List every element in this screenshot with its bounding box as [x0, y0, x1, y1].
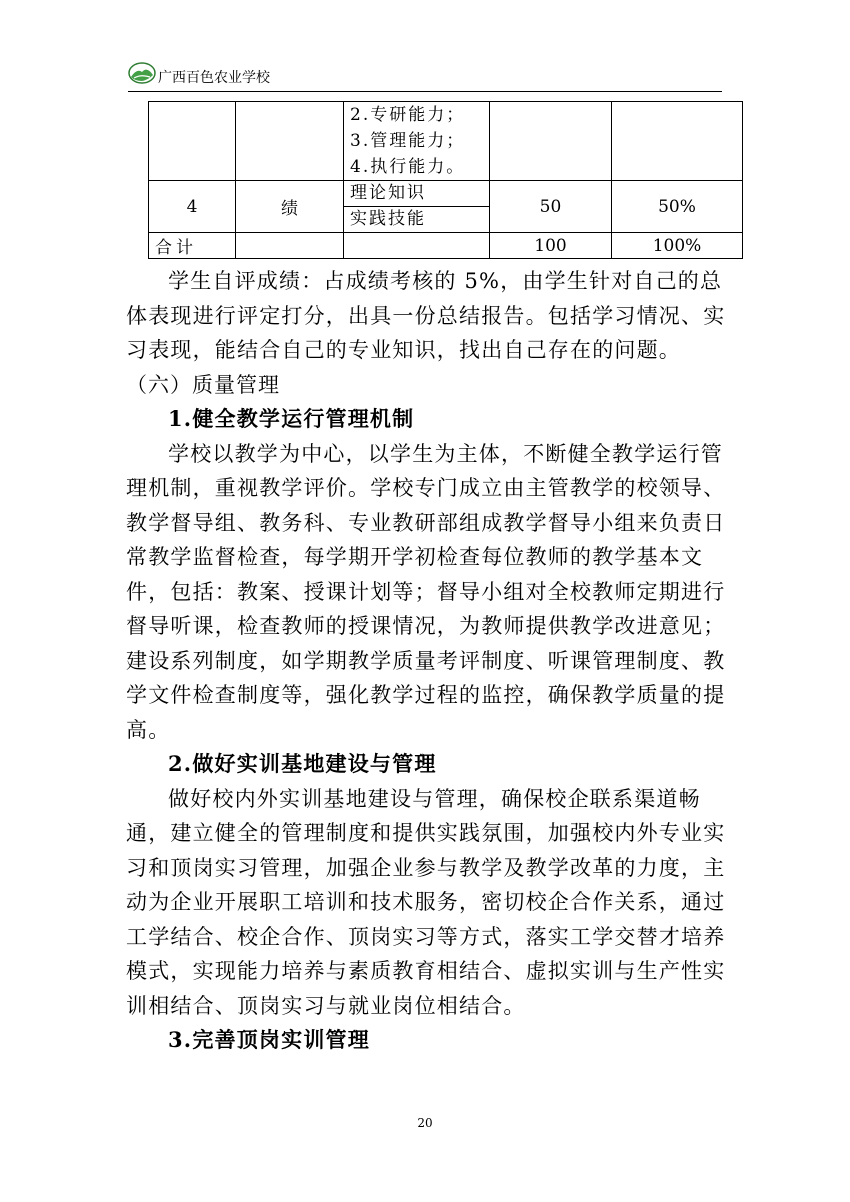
table-row — [149, 102, 743, 181]
table-cell — [344, 233, 490, 259]
paragraph-2: 做好校内外实训基地建设与管理，确保校企联系渠道畅通，建立健全的管理制度和提供实践氛围，加强校内外专业实习和顶岗实习管理，加强企业参与教学及教学改革的力度，主动为企业开展职工培训和技术服务，密切校企合作关系，通过工学结合、校企合作、顶岗实习等方式，落实工学交替才培养模式，实现能力培养与素质教育相结合、虚拟实训与生产性实训相结合、顶岗实习与就业岗位相结合。 — [126, 786, 726, 1018]
header-divider — [128, 91, 722, 92]
document-body — [126, 264, 726, 1058]
total-score: 100 — [490, 233, 612, 259]
sub-item: 理论知识 — [344, 181, 489, 207]
table-row — [149, 181, 743, 233]
table-cell — [490, 102, 612, 181]
page-number: 20 — [417, 1116, 433, 1130]
table-row-total — [149, 233, 743, 259]
school-name: 广西百色农业学校 — [158, 70, 270, 86]
paragraph-self-eval: 学生自评成绩：占成绩考核的 5%，由学生针对自己的总体表现进行评定打分，出具一份总结报告。包括学习情况、实习表现，能结合自己的专业知识，找出自己存在的问题。 — [126, 269, 726, 362]
heading-3: 3.完善顶岗实训管理 — [168, 1027, 370, 1052]
sub-item: 实践技能 — [350, 209, 426, 229]
school-logo-icon — [128, 62, 156, 84]
row-weight: 50% — [612, 181, 743, 233]
sub-items-cell — [344, 181, 490, 233]
heading-2: 2.做好实训基地建设与管理 — [168, 751, 437, 776]
ability-item: 2.专研能力； — [350, 105, 466, 125]
abilities-cell — [344, 102, 490, 181]
paragraph-1: 学校以教学为中心，以学生为主体，不断健全教学运行管理机制，重视教学评价。学校专门成立由主管教学的校领导、教学督导组、教务科、专业教研部组成教学督导小组来负责日常教学监督检查，每学期开学初检查每位教师的教学基本文件，包括：教案、授课计划等；督导小组对全校教师定期进行督导听课，检查教师的授课情况，为教师提供教学改进意见；建设系列制度，如学期教学质量考评制度、听课管理制度、教学文件检查制度等，强化教学过程的监控，确保教学质量的提高。 — [126, 441, 726, 742]
heading-1: 1.健全教学运行管理机制 — [168, 406, 415, 431]
ability-item: 3.管理能力； — [350, 131, 466, 151]
row-score: 50 — [490, 181, 612, 233]
row-category: 绩 — [236, 181, 344, 233]
section-title: （六）质量管理 — [126, 372, 280, 397]
table-cell — [236, 102, 344, 181]
table-cell — [236, 233, 344, 259]
row-index: 4 — [149, 181, 236, 233]
total-weight: 100% — [612, 233, 743, 259]
ability-item: 4.执行能力。 — [350, 157, 466, 177]
table-cell — [149, 102, 236, 181]
total-label: 合计 — [149, 233, 236, 259]
page-header — [128, 60, 722, 92]
table-cell — [612, 102, 743, 181]
grade-table — [148, 101, 743, 259]
